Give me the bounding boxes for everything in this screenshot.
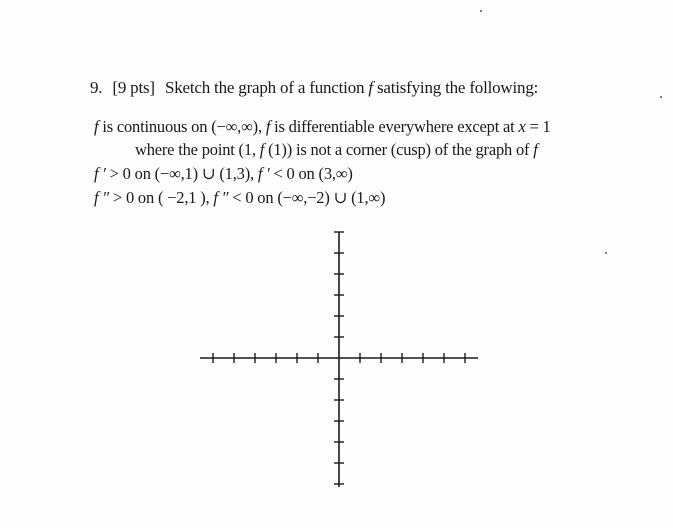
derivative-symbol: f ′ (257, 164, 270, 183)
condition-text: (1)) is not a corner (cusp) of the graph of (264, 140, 534, 159)
condition-text: is differentiable everywhere except at (270, 117, 519, 136)
function-symbol: f (259, 140, 265, 159)
derivative-symbol: f ′ (94, 164, 106, 183)
variable-symbol: x (518, 117, 526, 136)
paper-speck (480, 10, 482, 12)
condition-text: < 0 on (3,∞) (269, 164, 353, 183)
question-points: [9 pts] (112, 78, 155, 97)
function-symbol: f (94, 117, 99, 136)
question-number: 9. (90, 78, 103, 97)
condition-text: is continuous on (−∞,∞), (98, 117, 266, 136)
paper-speck (605, 252, 607, 254)
function-symbol: f (265, 117, 271, 136)
paper-speck (660, 96, 662, 98)
condition-text: > 0 on ( −2,1 ), (108, 188, 214, 207)
function-symbol: f (368, 78, 373, 97)
second-derivative-symbol: f ″ (213, 188, 229, 207)
condition-text: < 0 on (−∞,−2) ∪ (1,∞) (228, 188, 386, 207)
question-prompt-end: satisfying the following: (376, 78, 539, 97)
condition-text: > 0 on (−∞,1) ∪ (1,3), (105, 164, 258, 183)
second-derivative-symbol: f ″ (94, 188, 109, 207)
condition-text: where the point (1, (135, 140, 260, 159)
function-symbol: f (533, 140, 538, 159)
condition-text: = 1 (525, 117, 551, 136)
question-prompt: Sketch the graph of a function (164, 78, 365, 97)
